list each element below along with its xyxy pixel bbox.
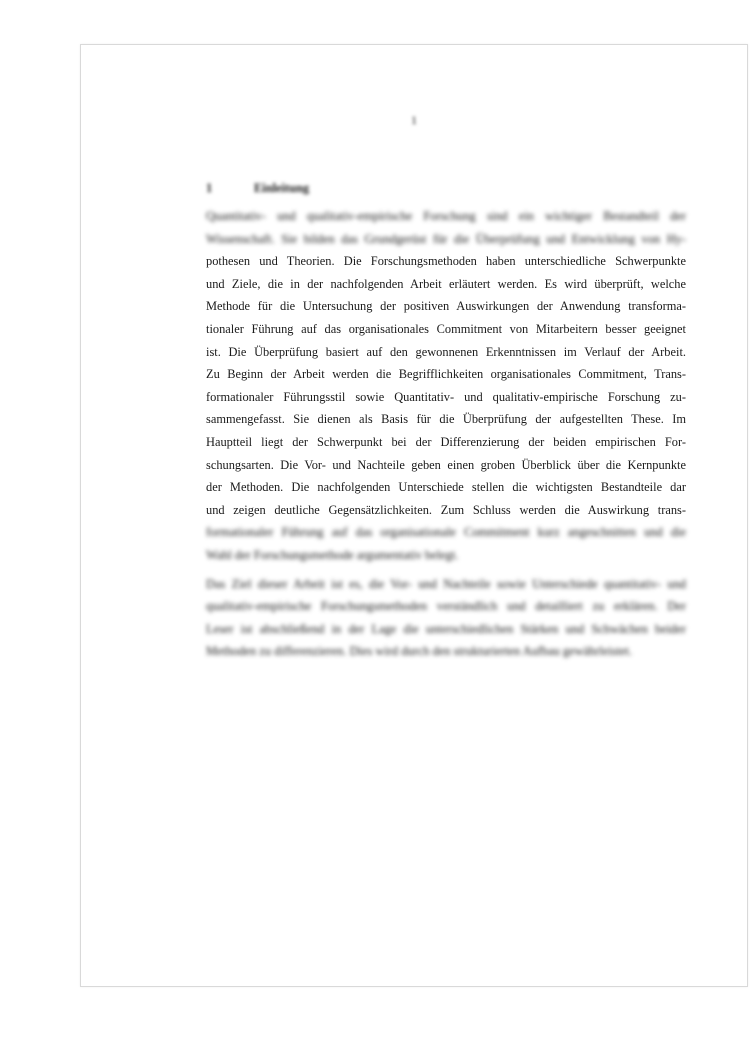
text-line: sammengefasst. Sie dienen als Basis für die Überprüfung der aufgestellten These. Im	[206, 412, 686, 427]
text-line: Methoden zu differenzieren. Dies wird durch den strukturierten Aufbau gewährleistet.	[206, 644, 633, 659]
text-line: und zeigen deutliche Gegensätzlichkeiten. Zum Schluss werden die Auswirkung trans-	[206, 502, 686, 517]
text-line: Zu Beginn der Arbeit werden die Begrifflichkeiten organisationales Commitment, Trans-	[206, 367, 686, 382]
text-line: qualitativ-empirische Forschungsmethoden verständlich und detailliert zu erklären. Der	[206, 599, 686, 614]
section-heading	[206, 177, 686, 199]
blurred-lines-bottom	[206, 521, 686, 566]
text-line: Methode für die Untersuchung der positiven Auswirkungen der Anwendung transforma-	[206, 299, 686, 314]
text-line: tionaler Führung auf das organisationales Commitment von Mitarbeitern besser geeignet	[206, 321, 686, 336]
text-line: Wahl der Forschungsmethode argumentativ belegt.	[206, 547, 459, 562]
text-line: Hauptteil liegt der Schwerpunkt bei der Differenzierung der beiden empirischen For-	[206, 434, 686, 449]
text-line: schungsarten. Die Vor- und Nachteile geben einen groben Überblick über die Kernpunkte	[206, 457, 686, 472]
text-line: formationaler Führungsstil sowie Quantitativ- und qualitativ-empirische Forschung zu-	[206, 389, 686, 404]
text-line: Leser ist abschließend in der Lage die unterschiedlichen Stärken und Schwächen beider	[206, 621, 686, 636]
section-title: Einleitung	[254, 181, 310, 195]
text-line: Quantitativ- und qualitativ-empirische Forschung sind ein wichtiger Bestandteil der	[206, 209, 686, 223]
page-content	[206, 177, 686, 663]
text-line: pothesen und Theorien. Die Forschungsmethoden haben unterschiedliche Schwerpunkte	[206, 254, 686, 269]
section-number: 1	[206, 181, 213, 195]
paragraph-intro	[206, 205, 686, 567]
text-line: Das Ziel dieser Arbeit ist es, die Vor- und Nachteile sowie Unterschiede quantitativ- und	[206, 576, 686, 591]
document-page	[80, 44, 748, 987]
clear-lines	[206, 250, 686, 521]
text-line: und Ziele, die in der nachfolgenden Arbeit erläutert werden. Es wird überprüft, welche	[206, 276, 686, 291]
text-line: ist. Die Überprüfung basiert auf den gewonnenen Erkenntnissen im Verlauf der Arbeit.	[206, 344, 686, 359]
page-number: 1	[411, 113, 417, 127]
text-line: Wissenschaft. Sie bilden das Grundgerüst für die Überprüfung und Entwicklung von Hy-	[206, 231, 686, 246]
paragraph-goal	[206, 573, 686, 663]
text-line: formationaler Führung auf das organisationale Commitment kurz angeschnitten und die	[206, 525, 686, 540]
blurred-lines-top	[206, 205, 686, 250]
text-line: der Methoden. Die nachfolgenden Unterschiede stellen die wichtigsten Bestandteile dar	[206, 480, 686, 495]
